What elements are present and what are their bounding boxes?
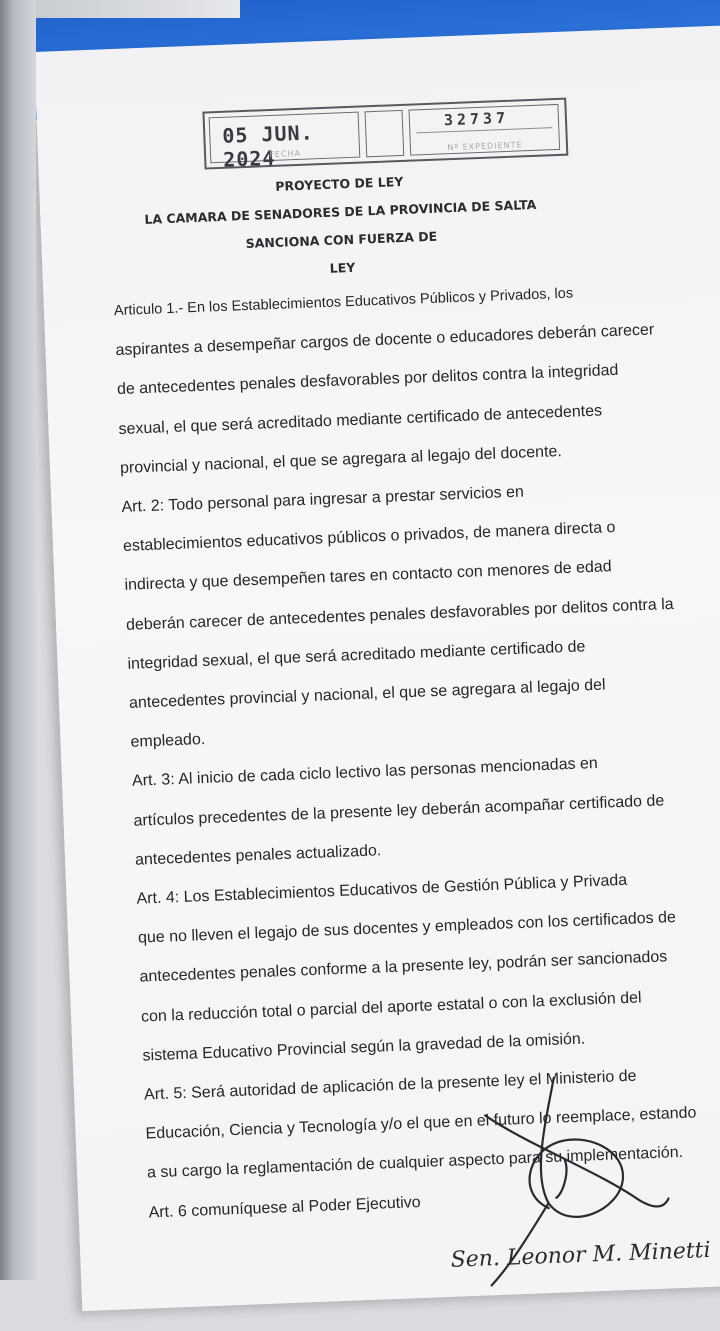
body-line: integridad sexual, el que será acreditado mediante certificado de <box>127 638 586 673</box>
body-line: Art. 4: Los Establecimientos Educativos de Gestión Pública y Privada <box>136 871 628 908</box>
stamp-rule <box>416 127 552 133</box>
reception-stamp <box>202 98 568 170</box>
stamp-date-box <box>209 112 361 172</box>
folder-edge <box>0 0 240 18</box>
body-line: sistema Educativo Provincial según la gravedad de la omisión. <box>142 1030 586 1065</box>
sanction-heading: SANCIONA CON FUERZA DE <box>245 228 438 252</box>
body-line: Art. 6 comuníquese al Poder Ejecutivo <box>148 1193 421 1222</box>
body-line: aspirantes a desempeñar cargos de docente o educadores deberán carecer <box>115 321 655 360</box>
ley-heading: LEY <box>329 259 356 276</box>
body-line: empleado. <box>130 731 206 751</box>
body-line: que no lleven el legajo de sus docentes y empleados con los certificados de <box>137 909 677 947</box>
body-line: antecedentes penales actualizado. <box>134 842 382 869</box>
body-line: provincial y nacional, el que se agregara al legajo del docente. <box>119 442 563 477</box>
document-page <box>34 24 720 1311</box>
chamber-heading: LA CAMARA DE SENADORES DE LA PROVINCIA DE SALTA <box>144 196 537 227</box>
body-line: artículos precedentes de la presente ley deberán acompañar certificado de <box>133 791 665 830</box>
body-line: a su cargo la reglamentación de cualquier aspecto para su implementación. <box>146 1144 684 1182</box>
stamp-expediente-number: 32737 <box>443 108 510 130</box>
body-line: Art. 2: Todo personal para ingresar a prestar servicios en <box>121 483 525 516</box>
stamp-date-label: FECHA <box>269 148 302 160</box>
body-line: Art. 3: Al inicio de cada ciclo lectivo las personas mencionadas en <box>131 755 599 791</box>
body-line: deberán carecer de antecedentes penales desfavorables por delitos contra la <box>125 595 674 634</box>
svg-text:Sen. Leonor M. Minetti: Sen. Leonor M. Minetti <box>450 1237 712 1273</box>
body-line: Art. 5: Será autoridad de aplicación de la presente ley el Ministerio de <box>143 1067 637 1104</box>
left-page-edge <box>0 0 36 1280</box>
body-line: sexual, el que será acreditado mediante certificado de antecedentes <box>118 402 603 438</box>
body-line: antecedentes provincial y nacional, el que se agregara al legajo del <box>128 676 606 712</box>
stamp-date: 05 JUN. 2024 <box>221 120 315 172</box>
body-line: establecimientos educativos públicos o privados, de manera directa o <box>122 519 616 556</box>
body-line: indirecta y que desempeñen tares en contacto con menores de edad <box>124 558 612 595</box>
stamp-expediente-label: Nº EXPEDIENTE <box>447 140 523 153</box>
body-line: de antecedentes penales desfavorables por delitos contra la integridad <box>116 362 619 399</box>
stamp-expediente-box <box>408 104 560 156</box>
doc-title: PROYECTO DE LEY <box>275 173 404 194</box>
body-line: antecedentes penales conforme a la presente ley, podrán ser sancionados <box>139 948 668 987</box>
stamp-middle-box <box>365 110 405 157</box>
body-line: con la reducción total o parcial del aporte estatal o con la exclusión del <box>140 988 642 1026</box>
body-line: Articulo 1.- En los Establecimientos Educativos Públicos y Privados, los <box>113 285 574 320</box>
body-line: Educación, Ciencia y Tecnología y/o el que en el futuro lo reemplace, estando <box>145 1104 697 1143</box>
